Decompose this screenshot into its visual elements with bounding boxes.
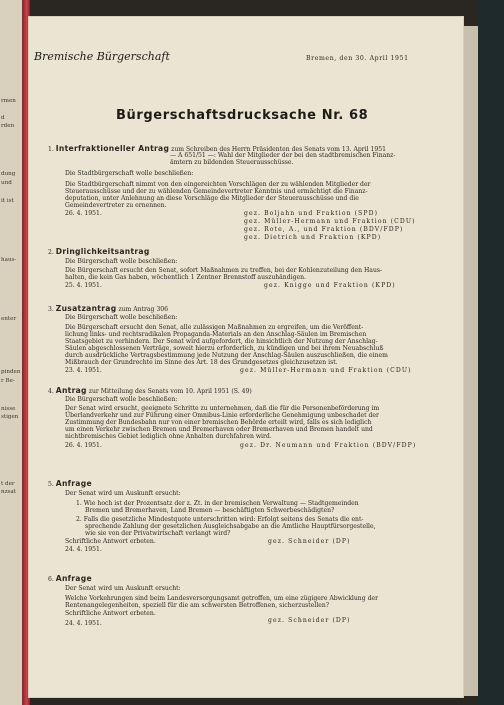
item-line: durch ausdrückliche Vertragsbestimmung jede Nutzung der Anschlag-Säulen auszuschließen, die einem [65,352,388,359]
header-place-date: Bremen, den 30. April 1951 [306,55,409,62]
item-line: Die Bürgerschaft wolle beschließen: [65,258,178,265]
item-2 [48,248,150,256]
document-page [28,16,464,698]
margin-fragment: enter [1,316,17,322]
margin-fragment: d [1,115,5,121]
signature: gez. Müller-Hermann und Fraktion (CDU) [244,218,416,225]
item-5 [48,480,92,488]
item-6 [48,575,92,583]
item-line: lichung links- und rechtsradikalen Propaganda-Materials an den Anschlag-Säulen im Bremischen [65,331,367,338]
item-line: Die Bürgerschaft ersucht den Senat, alle zulässigen Maßnahmen zu ergreifen, um die Veröffent- [65,324,364,331]
item-line: Welche Vorkehrungen sind beim Landesversorgungsamt getroffen, um eine zügigere Abwicklung der [65,595,378,602]
item-line: Der Senat wird ersucht, geeignete Schritte zu unternehmen, daß die für die Personenbeförderung im [65,405,380,412]
item-date: 24. 4. 1951. [65,546,102,553]
signature: gez. Knigge und Fraktion (KPD) [264,282,396,289]
item-number: 6. [48,576,54,583]
item-line: Rentenangelegenheiten, speziell für die am schwersten Betroffenen, sicherzustellen? [65,602,330,609]
item-line: Die Bürgerschaft wolle beschließen: [65,314,178,321]
item-line: 1. Wie hoch ist der Prozentsatz der z. Zt. in der bremischen Verwaltung — Stadtgemeinden [76,500,359,507]
item-line: Säulen abgeschlossenen Verträge, soweit hierzu erforderlich, zu kündigen und bei ihrem Neuabschluß [65,345,384,352]
item-heading: Anfrage [55,479,92,488]
margin-fragment: stigen [1,414,19,420]
item-date: 24. 4. 1951. [65,620,102,627]
item-line: halten, die kein Gas haben, wöchentlich 1 Zentner Brennstoff auszuhändigen. [65,274,306,281]
item-number: 2. [48,249,54,256]
item-line: Überlandverkehr und zur Führung einer Omnibus-Linie erforderliche Genehmigung unbeschadet der [65,412,379,419]
signature: gez. Dr. Neumann und Fraktion (BDV/FDP) [240,442,417,449]
item-date: 23. 4. 1951. [65,367,102,374]
item-heading-suffix: zur Mitteilung des Senats vom 10. April 1951 (S. 49) [88,388,252,395]
item-date: 26. 4. 1951. [65,210,102,217]
item-number: 4. [48,388,54,395]
signature: gez. Rote, A., und Fraktion (BDV/FDP) [244,226,404,233]
margin-fragment: haus- [1,257,17,263]
document-title: Bürgerschaftsdrucksache Nr. 68 [116,108,369,123]
margin-fragment: it ist [1,198,14,204]
item-line: — A 651/51 —: Wahl der Mitglieder der bei den stadtbremischen Finanz- [170,152,396,159]
item-line: Steuerausschüsse und der zu wählenden Gemeindevertreter Kenntnis und ermächtigt die Finanz- [65,188,368,195]
item-line: nichtbremisches Gebiet lediglich ohne Anhalten durchfahren wird. [65,433,272,440]
item-date: 26. 4. 1951. [65,442,102,449]
item-line: 2. Falls die gesetzliche Mindestquote unterschritten wird: Erfolgt seitens des Senats die ent- [76,516,364,523]
item-number: 5. [48,481,54,488]
header-title: Bremische Bürgerschaft [34,50,170,63]
margin-fragment: pinden [1,369,21,375]
item-heading: Antrag [55,386,87,395]
item-heading: Anfrage [55,574,92,583]
item-line: Gemeindevertreter zu ernennen. [65,202,167,209]
margin-fragment: r Be- [1,378,15,384]
item-line: Schriftliche Antwort erbeten. [65,538,156,545]
item-4 [48,387,252,395]
signature: gez. Boljahn und Fraktion (SPD) [244,210,379,217]
margin-fragment: rmen [1,98,16,104]
item-number: 3. [48,306,54,313]
item-line: deputation, unter Anlehnung an diese Vorschläge die Mitglieder der Steuerausschüsse und die [65,195,359,202]
item-line: Mißbrauch der Grundrechte im Sinne des Art. 18 des Grundgesetzes gleichzusetzen ist. [65,359,338,366]
item-date: 25. 4. 1951. [65,282,102,289]
item-line: Der Senat wird um Auskunft ersucht: [65,585,181,592]
signature: gez. Dietrich und Fraktion (KPD) [244,234,382,241]
item-line: Die Bürgerschaft ersucht den Senat, sofort Maßnahmen zu treffen, bei der Kohlenzuteilung den Haus- [65,267,383,274]
item-line: Staatsgebiet zu verhindern. Der Senat wird aufgefordert, die hinsichtlich der Nutzung der Anschlag- [65,338,378,345]
margin-fragment: rden [1,123,15,129]
margin-fragment: dung [1,171,16,177]
item-3 [48,305,168,313]
signature: gez. Müller-Hermann und Fraktion (CDU) [240,367,412,374]
margin-fragment: t der [1,481,15,487]
item-line: Schriftliche Antwort erbeten. [65,610,156,617]
signature: gez. Schneider (DP) [268,617,351,624]
margin-fragment: nisse [1,406,16,412]
item-line: wie sie von der Privatwirtschaft verlangt wird? [85,530,231,537]
item-heading-suffix: zum Antrag 306 [118,306,169,313]
page-stack-edge [464,26,478,696]
item-line: ämtern zu bildenden Steuerausschüsse. [170,159,294,166]
item-heading: Dringlichkeitsantrag [55,247,150,256]
item-number: 1. [48,146,54,153]
item-line: Zustimmung der Bundesbahn nur von einer bremischen Behörde erteilt wird, falls es sich lediglich [65,419,372,426]
item-line: Der Senat wird um Auskunft ersucht: [65,490,181,497]
item-heading: Interfraktioneller Antrag [55,144,170,153]
item-line: Die Bürgerschaft wolle beschließen: [65,396,178,403]
item-line: Bremen und Bremerhaven, Land Bremen — beschäftigten Schwerbeschädigten? [85,507,335,514]
signature: gez. Schneider (DP) [268,538,351,545]
margin-fragment: und [1,180,12,186]
item-line: Die Stadtbürgerschaft wolle beschließen: [65,170,194,177]
item-line: um einen Verkehr zwischen Bremen und Bremerhaven oder Bremerhaven und Bremen handelt und [65,426,373,433]
item-line: sprechende Zahlung der gesetzlichen Ausgleichsabgabe an die Amtliche Hauptfürsorgestelle, [85,523,376,530]
item-heading: Zusatzantrag [55,304,117,313]
margin-fragment: nzsat [1,489,17,495]
item-line: zum Schreiben des Herrn Präsidenten des Senats vom 13. April 1951 [171,146,387,153]
item-line: Die Stadtbürgerschaft nimmt von den eingereichten Vorschlägen der zu wählenden Mitglieder der [65,181,371,188]
background [478,0,504,705]
